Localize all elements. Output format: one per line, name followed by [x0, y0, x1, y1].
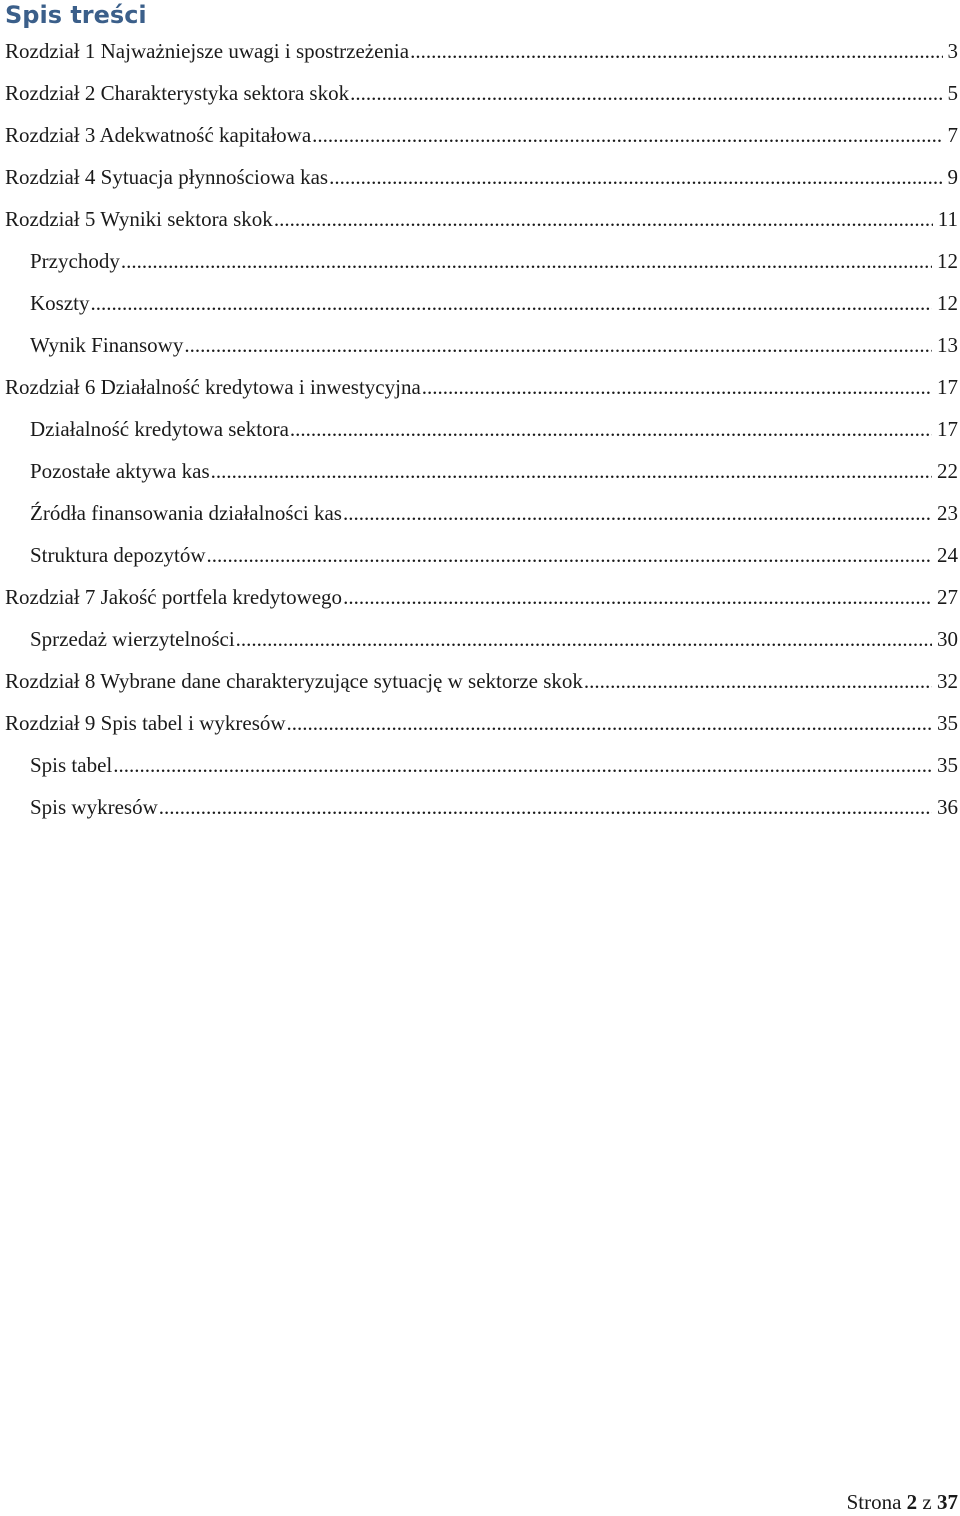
toc-entry-page: 11 [934, 198, 960, 240]
toc-entry-label: Koszty [30, 282, 90, 324]
toc-entry-page: 17 [933, 408, 960, 450]
toc-title: Spis treści [5, 0, 147, 30]
dot-leader [343, 492, 932, 534]
toc-entry-page: 30 [933, 618, 960, 660]
toc-entry[interactable] [5, 660, 960, 702]
toc-entry[interactable] [5, 702, 960, 744]
dot-leader [312, 114, 942, 156]
toc-entry[interactable] [5, 786, 960, 828]
dot-leader [274, 198, 933, 240]
toc-entry-page: 5 [944, 72, 960, 114]
toc-entry-label: Rozdział 3 Adekwatność kapitałowa [5, 114, 311, 156]
toc-list [5, 30, 960, 828]
toc-entry-label: Pozostałe aktywa kas [30, 450, 210, 492]
toc-entry-label: Działalność kredytowa sektora [30, 408, 289, 450]
toc-entry-page: 7 [944, 114, 960, 156]
toc-entry[interactable] [5, 618, 960, 660]
toc-entry[interactable] [5, 156, 960, 198]
dot-leader [290, 408, 932, 450]
toc-entry-page: 35 [933, 744, 960, 786]
dot-leader [236, 618, 932, 660]
toc-entry-page: 24 [933, 534, 960, 576]
footer-total-pages: 37 [937, 1490, 958, 1514]
footer-prefix: Strona [847, 1490, 902, 1514]
dot-leader [113, 744, 932, 786]
toc-entry-label: Rozdział 6 Działalność kredytowa i inwestycyjna [5, 366, 421, 408]
toc-entry-page: 35 [933, 702, 960, 744]
toc-entry-page: 27 [933, 576, 960, 618]
dot-leader [422, 366, 932, 408]
toc-entry[interactable] [5, 366, 960, 408]
dot-leader [211, 450, 932, 492]
dot-leader [329, 156, 942, 198]
toc-entry-page: 36 [933, 786, 960, 828]
toc-entry[interactable] [5, 744, 960, 786]
toc-entry-label: Rozdział 9 Spis tabel i wykresów [5, 702, 286, 744]
toc-entry[interactable] [5, 30, 960, 72]
toc-entry-label: Rozdział 4 Sytuacja płynnościowa kas [5, 156, 328, 198]
dot-leader [159, 786, 932, 828]
dot-leader [184, 324, 932, 366]
toc-entry-label: Rozdział 1 Najważniejsze uwagi i spostrzeżenia [5, 30, 409, 72]
toc-entry[interactable] [5, 72, 960, 114]
dot-leader [350, 72, 942, 114]
toc-entry[interactable] [5, 408, 960, 450]
toc-entry-page: 17 [933, 366, 960, 408]
page-footer [847, 1488, 958, 1516]
dot-leader [410, 30, 942, 72]
toc-entry-label: Spis tabel [30, 744, 112, 786]
toc-entry-page: 9 [944, 156, 960, 198]
toc-entry[interactable] [5, 576, 960, 618]
footer-separator: z [922, 1490, 931, 1514]
toc-entry-page: 32 [933, 660, 960, 702]
toc-entry-label: Rozdział 7 Jakość portfela kredytowego [5, 576, 342, 618]
toc-entry-page: 3 [944, 30, 960, 72]
toc-entry-page: 23 [933, 492, 960, 534]
dot-leader [121, 240, 932, 282]
toc-entry[interactable] [5, 198, 960, 240]
toc-entry-page: 12 [933, 240, 960, 282]
toc-entry-page: 13 [933, 324, 960, 366]
toc-entry-label: Rozdział 2 Charakterystyka sektora skok [5, 72, 349, 114]
toc-entry-label: Wynik Finansowy [30, 324, 183, 366]
toc-entry-label: Rozdział 8 Wybrane dane charakteryzujące sytuację w sektorze skok [5, 660, 583, 702]
toc-entry[interactable] [5, 450, 960, 492]
toc-entry-label: Źródła finansowania działalności kas [30, 492, 342, 534]
dot-leader [91, 282, 933, 324]
toc-entry[interactable] [5, 240, 960, 282]
dot-leader [207, 534, 932, 576]
toc-entry[interactable] [5, 492, 960, 534]
toc-entry-label: Rozdział 5 Wyniki sektora skok [5, 198, 273, 240]
toc-entry-label: Spis wykresów [30, 786, 158, 828]
dot-leader [287, 702, 932, 744]
toc-entry-page: 22 [933, 450, 960, 492]
toc-entry[interactable] [5, 534, 960, 576]
toc-entry[interactable] [5, 282, 960, 324]
toc-entry-label: Sprzedaż wierzytelności [30, 618, 235, 660]
toc-entry-label: Struktura depozytów [30, 534, 206, 576]
toc-entry[interactable] [5, 114, 960, 156]
dot-leader [584, 660, 932, 702]
toc-entry[interactable] [5, 324, 960, 366]
toc-entry-page: 12 [933, 282, 960, 324]
toc-entry-label: Przychody [30, 240, 120, 282]
dot-leader [343, 576, 932, 618]
footer-current-page: 2 [907, 1490, 918, 1514]
